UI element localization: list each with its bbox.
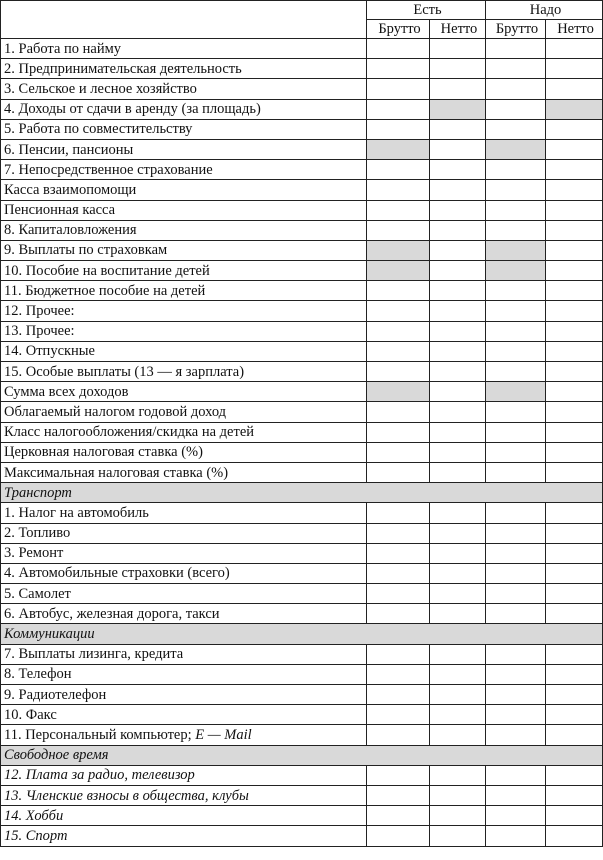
value-cell-need-netto[interactable] <box>546 362 603 382</box>
value-cell-need-brutto[interactable] <box>486 39 546 59</box>
value-cell-have-brutto[interactable] <box>367 180 430 200</box>
row-label-text: 6. Пенсии, пансионы <box>4 141 134 158</box>
value-cell-need-brutto[interactable] <box>486 180 546 200</box>
row-label-text: Пенсионная касса <box>4 202 116 219</box>
value-cell-need-netto[interactable] <box>546 725 603 745</box>
row-label <box>1 59 367 79</box>
value-cell-have-brutto[interactable] <box>367 39 430 59</box>
table-row <box>1 462 603 482</box>
value-cell-need-brutto[interactable] <box>486 220 546 240</box>
row-label-text: 15. Особые выплаты (13 — я зарплата) <box>4 363 245 380</box>
table-row <box>1 503 603 523</box>
row-label-text: 15. Спорт <box>4 827 68 844</box>
value-cell-have-brutto[interactable] <box>367 563 430 583</box>
table-row <box>1 422 603 442</box>
row-label <box>1 341 367 361</box>
value-cell-have-netto[interactable] <box>430 503 486 523</box>
value-cell-need-netto[interactable] <box>546 180 603 200</box>
table-row <box>1 160 603 180</box>
value-cell-need-netto[interactable] <box>546 664 603 684</box>
row-label <box>1 321 367 341</box>
value-cell-need-netto[interactable] <box>546 220 603 240</box>
row-label <box>1 402 367 422</box>
value-cell-need-brutto[interactable] <box>486 442 546 462</box>
value-cell-need-netto[interactable] <box>546 341 603 361</box>
value-cell-have-brutto[interactable] <box>367 543 430 563</box>
value-cell-have-brutto[interactable] <box>367 644 430 664</box>
value-cell-need-netto[interactable] <box>546 139 603 159</box>
value-cell-need-netto[interactable] <box>546 685 603 705</box>
table-row <box>1 604 603 624</box>
value-cell-need-netto[interactable] <box>546 261 603 281</box>
value-cell-have-brutto[interactable] <box>367 220 430 240</box>
value-cell-need-brutto[interactable] <box>486 59 546 79</box>
row-label-text: 10. Пособие на воспитание детей <box>4 262 210 279</box>
value-cell-need-brutto[interactable] <box>486 362 546 382</box>
value-cell-have-netto[interactable] <box>430 785 486 805</box>
row-label-text: 1. Налог на автомобиль <box>4 504 149 521</box>
value-cell-need-brutto[interactable] <box>486 382 546 402</box>
value-cell-need-brutto[interactable] <box>486 462 546 482</box>
header-need: Надо <box>486 1 603 20</box>
value-cell-have-brutto[interactable] <box>367 341 430 361</box>
header-need-netto: Нетто <box>546 20 603 39</box>
row-label-text: 4. Доходы от сдачи в аренду (за площадь) <box>4 101 261 118</box>
value-cell-need-netto[interactable] <box>546 119 603 139</box>
header-have-netto: Нетто <box>430 20 486 39</box>
value-cell-have-brutto[interactable] <box>367 785 430 805</box>
row-label-text: 8. Телефон <box>4 666 72 683</box>
value-cell-need-brutto[interactable] <box>486 584 546 604</box>
table-row <box>1 382 603 402</box>
row-label <box>1 442 367 462</box>
value-cell-need-netto[interactable] <box>546 785 603 805</box>
value-cell-need-brutto[interactable] <box>486 685 546 705</box>
row-label-text: 7. Выплаты лизинга, кредита <box>4 646 184 663</box>
table-row <box>1 644 603 664</box>
row-label <box>1 200 367 220</box>
table-row <box>1 39 603 59</box>
value-cell-have-netto[interactable] <box>430 584 486 604</box>
value-cell-have-brutto[interactable] <box>367 59 430 79</box>
value-cell-need-netto[interactable] <box>546 321 603 341</box>
value-cell-have-netto[interactable] <box>430 604 486 624</box>
value-cell-need-brutto[interactable] <box>486 301 546 321</box>
value-cell-need-brutto[interactable] <box>486 341 546 361</box>
value-cell-need-netto[interactable] <box>546 39 603 59</box>
table-row <box>1 442 603 462</box>
value-cell-need-brutto[interactable] <box>486 321 546 341</box>
value-cell-have-brutto[interactable] <box>367 442 430 462</box>
value-cell-need-brutto[interactable] <box>486 119 546 139</box>
value-cell-have-netto[interactable] <box>430 119 486 139</box>
row-label <box>1 604 367 624</box>
row-label-text: 3. Ремонт <box>4 545 64 562</box>
value-cell-have-netto[interactable] <box>430 139 486 159</box>
row-label <box>1 99 367 119</box>
row-label <box>1 462 367 482</box>
row-label <box>1 382 367 402</box>
value-cell-have-netto[interactable] <box>430 341 486 361</box>
table-row <box>1 685 603 705</box>
row-label-text: 9. Радиотелефон <box>4 686 107 703</box>
value-cell-need-brutto[interactable] <box>486 604 546 624</box>
value-cell-have-netto[interactable] <box>430 362 486 382</box>
row-label-text: 2. Топливо <box>4 525 71 542</box>
value-cell-need-brutto[interactable] <box>486 523 546 543</box>
header-have-brutto: Брутто <box>367 20 430 39</box>
value-cell-need-netto[interactable] <box>546 442 603 462</box>
value-cell-have-brutto[interactable] <box>367 826 430 846</box>
row-label-text: 7. Непосредственное страхование <box>4 161 213 178</box>
value-cell-need-brutto[interactable] <box>486 826 546 846</box>
value-cell-need-netto[interactable] <box>546 806 603 826</box>
row-label <box>1 240 367 260</box>
row-label <box>1 664 367 684</box>
value-cell-have-brutto[interactable] <box>367 584 430 604</box>
value-cell-need-netto[interactable] <box>546 543 603 563</box>
table-body <box>1 1 603 847</box>
table-row <box>1 341 603 361</box>
row-label <box>1 685 367 705</box>
value-cell-have-brutto[interactable] <box>367 139 430 159</box>
value-cell-need-netto[interactable] <box>546 462 603 482</box>
row-label-text: 13. Прочее: <box>4 323 75 340</box>
row-label-text: Касса взаимопомощи <box>4 181 137 198</box>
table-row <box>1 806 603 826</box>
value-cell-have-brutto[interactable] <box>367 382 430 402</box>
section-title: Свободное время <box>1 745 603 765</box>
table-row <box>1 301 603 321</box>
value-cell-need-netto[interactable] <box>546 382 603 402</box>
value-cell-need-brutto[interactable] <box>486 543 546 563</box>
row-label-text: 5. Работа по совместительству <box>4 121 193 138</box>
value-cell-have-netto[interactable] <box>430 39 486 59</box>
value-cell-have-netto[interactable] <box>430 281 486 301</box>
value-cell-have-netto[interactable] <box>430 664 486 684</box>
value-cell-have-netto[interactable] <box>430 422 486 442</box>
row-label-text: 5. Самолет <box>4 585 71 602</box>
table-row <box>1 220 603 240</box>
row-label <box>1 39 367 59</box>
value-cell-need-netto[interactable] <box>546 523 603 543</box>
row-label-text: 13. Членские взносы в общества, клубы <box>4 787 249 804</box>
table-row <box>1 563 603 583</box>
value-cell-have-brutto[interactable] <box>367 301 430 321</box>
row-label-text: 4. Автомобильные страховки (всего) <box>4 565 230 582</box>
value-cell-need-brutto[interactable] <box>486 664 546 684</box>
value-cell-have-netto[interactable] <box>430 200 486 220</box>
value-cell-need-netto[interactable] <box>546 584 603 604</box>
value-cell-have-brutto[interactable] <box>367 362 430 382</box>
row-label <box>1 301 367 321</box>
row-label-text: 11. Персональный компьютер; <box>4 726 196 743</box>
table-row <box>1 705 603 725</box>
table-row <box>1 281 603 301</box>
row-label <box>1 362 367 382</box>
header-row-groups <box>1 1 603 20</box>
value-cell-need-brutto[interactable] <box>486 503 546 523</box>
table-row <box>1 826 603 846</box>
value-cell-have-brutto[interactable] <box>367 160 430 180</box>
value-cell-have-brutto[interactable] <box>367 402 430 422</box>
table-row <box>1 180 603 200</box>
value-cell-need-netto[interactable] <box>546 59 603 79</box>
value-cell-have-netto[interactable] <box>430 826 486 846</box>
row-label-text: Максимальная налоговая ставка (%) <box>4 464 229 481</box>
row-label-text: Сумма всех доходов <box>4 383 129 400</box>
value-cell-need-brutto[interactable] <box>486 705 546 725</box>
value-cell-need-brutto[interactable] <box>486 79 546 99</box>
value-cell-need-netto[interactable] <box>546 200 603 220</box>
section-title: Транспорт <box>1 483 603 503</box>
value-cell-have-netto[interactable] <box>430 806 486 826</box>
value-cell-have-brutto[interactable] <box>367 523 430 543</box>
value-cell-have-netto[interactable] <box>430 220 486 240</box>
section-header-row <box>1 745 603 765</box>
value-cell-have-netto[interactable] <box>430 59 486 79</box>
value-cell-have-netto[interactable] <box>430 523 486 543</box>
row-label <box>1 705 367 725</box>
value-cell-have-netto[interactable] <box>430 563 486 583</box>
table-row <box>1 765 603 785</box>
value-cell-have-netto[interactable] <box>430 99 486 119</box>
value-cell-need-netto[interactable] <box>546 644 603 664</box>
value-cell-have-brutto[interactable] <box>367 240 430 260</box>
value-cell-need-brutto[interactable] <box>486 281 546 301</box>
value-cell-have-brutto[interactable] <box>367 462 430 482</box>
row-label-text: 6. Автобус, железная дорога, такси <box>4 605 220 622</box>
value-cell-have-netto[interactable] <box>430 644 486 664</box>
value-cell-have-netto[interactable] <box>430 321 486 341</box>
table-row <box>1 200 603 220</box>
value-cell-have-netto[interactable] <box>430 402 486 422</box>
table-row <box>1 725 603 745</box>
value-cell-need-brutto[interactable] <box>486 644 546 664</box>
table-row <box>1 240 603 260</box>
row-label <box>1 563 367 583</box>
row-label-text: 12. Прочее: <box>4 303 75 320</box>
value-cell-have-netto[interactable] <box>430 240 486 260</box>
value-cell-need-brutto[interactable] <box>486 261 546 281</box>
row-label-text: 12. Плата за радио, телевизор <box>4 767 195 784</box>
value-cell-need-netto[interactable] <box>546 765 603 785</box>
table-row <box>1 99 603 119</box>
value-cell-have-brutto[interactable] <box>367 321 430 341</box>
section-header-row <box>1 483 603 503</box>
row-label <box>1 180 367 200</box>
value-cell-have-netto[interactable] <box>430 442 486 462</box>
value-cell-have-netto[interactable] <box>430 261 486 281</box>
value-cell-have-netto[interactable] <box>430 685 486 705</box>
row-label <box>1 725 367 745</box>
row-label-text: Церковная налоговая ставка (%) <box>4 444 203 461</box>
value-cell-need-brutto[interactable] <box>486 200 546 220</box>
table-row <box>1 261 603 281</box>
value-cell-have-netto[interactable] <box>430 765 486 785</box>
table-row <box>1 321 603 341</box>
row-label <box>1 543 367 563</box>
value-cell-have-netto[interactable] <box>430 725 486 745</box>
row-label-text: 14. Отпускные <box>4 343 95 360</box>
value-cell-have-netto[interactable] <box>430 180 486 200</box>
value-cell-have-netto[interactable] <box>430 462 486 482</box>
value-cell-need-brutto[interactable] <box>486 725 546 745</box>
value-cell-need-brutto[interactable] <box>486 160 546 180</box>
table-row <box>1 139 603 159</box>
value-cell-need-netto[interactable] <box>546 301 603 321</box>
row-label <box>1 79 367 99</box>
value-cell-have-brutto[interactable] <box>367 685 430 705</box>
row-label-text: Облагаемый налогом годовой доход <box>4 403 227 420</box>
value-cell-have-netto[interactable] <box>430 382 486 402</box>
row-label-text: 8. Капиталовложения <box>4 222 137 239</box>
row-label <box>1 523 367 543</box>
value-cell-need-brutto[interactable] <box>486 785 546 805</box>
row-label <box>1 644 367 664</box>
row-label <box>1 765 367 785</box>
row-label-italic-text: E — Mail <box>195 726 252 743</box>
value-cell-have-brutto[interactable] <box>367 725 430 745</box>
row-label <box>1 422 367 442</box>
value-cell-need-brutto[interactable] <box>486 806 546 826</box>
header-need-brutto: Брутто <box>486 20 546 39</box>
table-row <box>1 362 603 382</box>
row-label <box>1 139 367 159</box>
value-cell-need-netto[interactable] <box>546 422 603 442</box>
row-label <box>1 119 367 139</box>
value-cell-need-brutto[interactable] <box>486 139 546 159</box>
value-cell-have-brutto[interactable] <box>367 806 430 826</box>
value-cell-need-brutto[interactable] <box>486 402 546 422</box>
value-cell-need-netto[interactable] <box>546 604 603 624</box>
table-row <box>1 119 603 139</box>
value-cell-have-brutto[interactable] <box>367 119 430 139</box>
value-cell-have-brutto[interactable] <box>367 765 430 785</box>
value-cell-need-brutto[interactable] <box>486 765 546 785</box>
section-title: Коммуникации <box>1 624 603 644</box>
value-cell-have-netto[interactable] <box>430 301 486 321</box>
table-row <box>1 79 603 99</box>
row-label <box>1 281 367 301</box>
value-cell-have-netto[interactable] <box>430 705 486 725</box>
value-cell-need-netto[interactable] <box>546 402 603 422</box>
value-cell-need-netto[interactable] <box>546 563 603 583</box>
table-row <box>1 402 603 422</box>
row-label-text: 10. Факс <box>4 706 57 723</box>
value-cell-have-netto[interactable] <box>430 79 486 99</box>
table-row <box>1 543 603 563</box>
value-cell-have-brutto[interactable] <box>367 79 430 99</box>
header-corner-cell <box>1 1 367 39</box>
row-label <box>1 220 367 240</box>
row-label <box>1 785 367 805</box>
table-row <box>1 59 603 79</box>
value-cell-have-brutto[interactable] <box>367 99 430 119</box>
value-cell-need-netto[interactable] <box>546 281 603 301</box>
value-cell-need-netto[interactable] <box>546 99 603 119</box>
row-label <box>1 806 367 826</box>
table-row <box>1 785 603 805</box>
value-cell-have-brutto[interactable] <box>367 261 430 281</box>
value-cell-need-brutto[interactable] <box>486 99 546 119</box>
row-label-text: 3. Сельское и лесное хозяйство <box>4 80 197 97</box>
value-cell-need-netto[interactable] <box>546 826 603 846</box>
row-label <box>1 261 367 281</box>
value-cell-need-netto[interactable] <box>546 705 603 725</box>
value-cell-have-brutto[interactable] <box>367 422 430 442</box>
value-cell-have-brutto[interactable] <box>367 503 430 523</box>
value-cell-need-netto[interactable] <box>546 503 603 523</box>
value-cell-need-brutto[interactable] <box>486 563 546 583</box>
row-label-text: Класс налогообложения/скидка на детей <box>4 424 255 441</box>
value-cell-have-brutto[interactable] <box>367 664 430 684</box>
value-cell-have-netto[interactable] <box>430 160 486 180</box>
row-label <box>1 160 367 180</box>
value-cell-have-brutto[interactable] <box>367 281 430 301</box>
table-row <box>1 664 603 684</box>
row-label-text: 11. Бюджетное пособие на детей <box>4 282 206 299</box>
table-row <box>1 523 603 543</box>
row-label-text: 9. Выплаты по страховкам <box>4 242 168 259</box>
value-cell-have-netto[interactable] <box>430 543 486 563</box>
table-row <box>1 584 603 604</box>
header-have: Есть <box>367 1 486 20</box>
value-cell-need-netto[interactable] <box>546 240 603 260</box>
value-cell-need-netto[interactable] <box>546 160 603 180</box>
row-label-text: 1. Работа по найму <box>4 40 122 57</box>
row-label-text: 14. Хобби <box>4 807 64 824</box>
value-cell-have-brutto[interactable] <box>367 604 430 624</box>
value-cell-have-brutto[interactable] <box>367 200 430 220</box>
row-label <box>1 584 367 604</box>
value-cell-need-brutto[interactable] <box>486 422 546 442</box>
value-cell-have-brutto[interactable] <box>367 705 430 725</box>
value-cell-need-brutto[interactable] <box>486 240 546 260</box>
value-cell-need-netto[interactable] <box>546 79 603 99</box>
section-header-row <box>1 624 603 644</box>
row-label-text: 2. Предпринимательская деятельность <box>4 60 242 77</box>
row-label <box>1 503 367 523</box>
row-label <box>1 826 367 846</box>
